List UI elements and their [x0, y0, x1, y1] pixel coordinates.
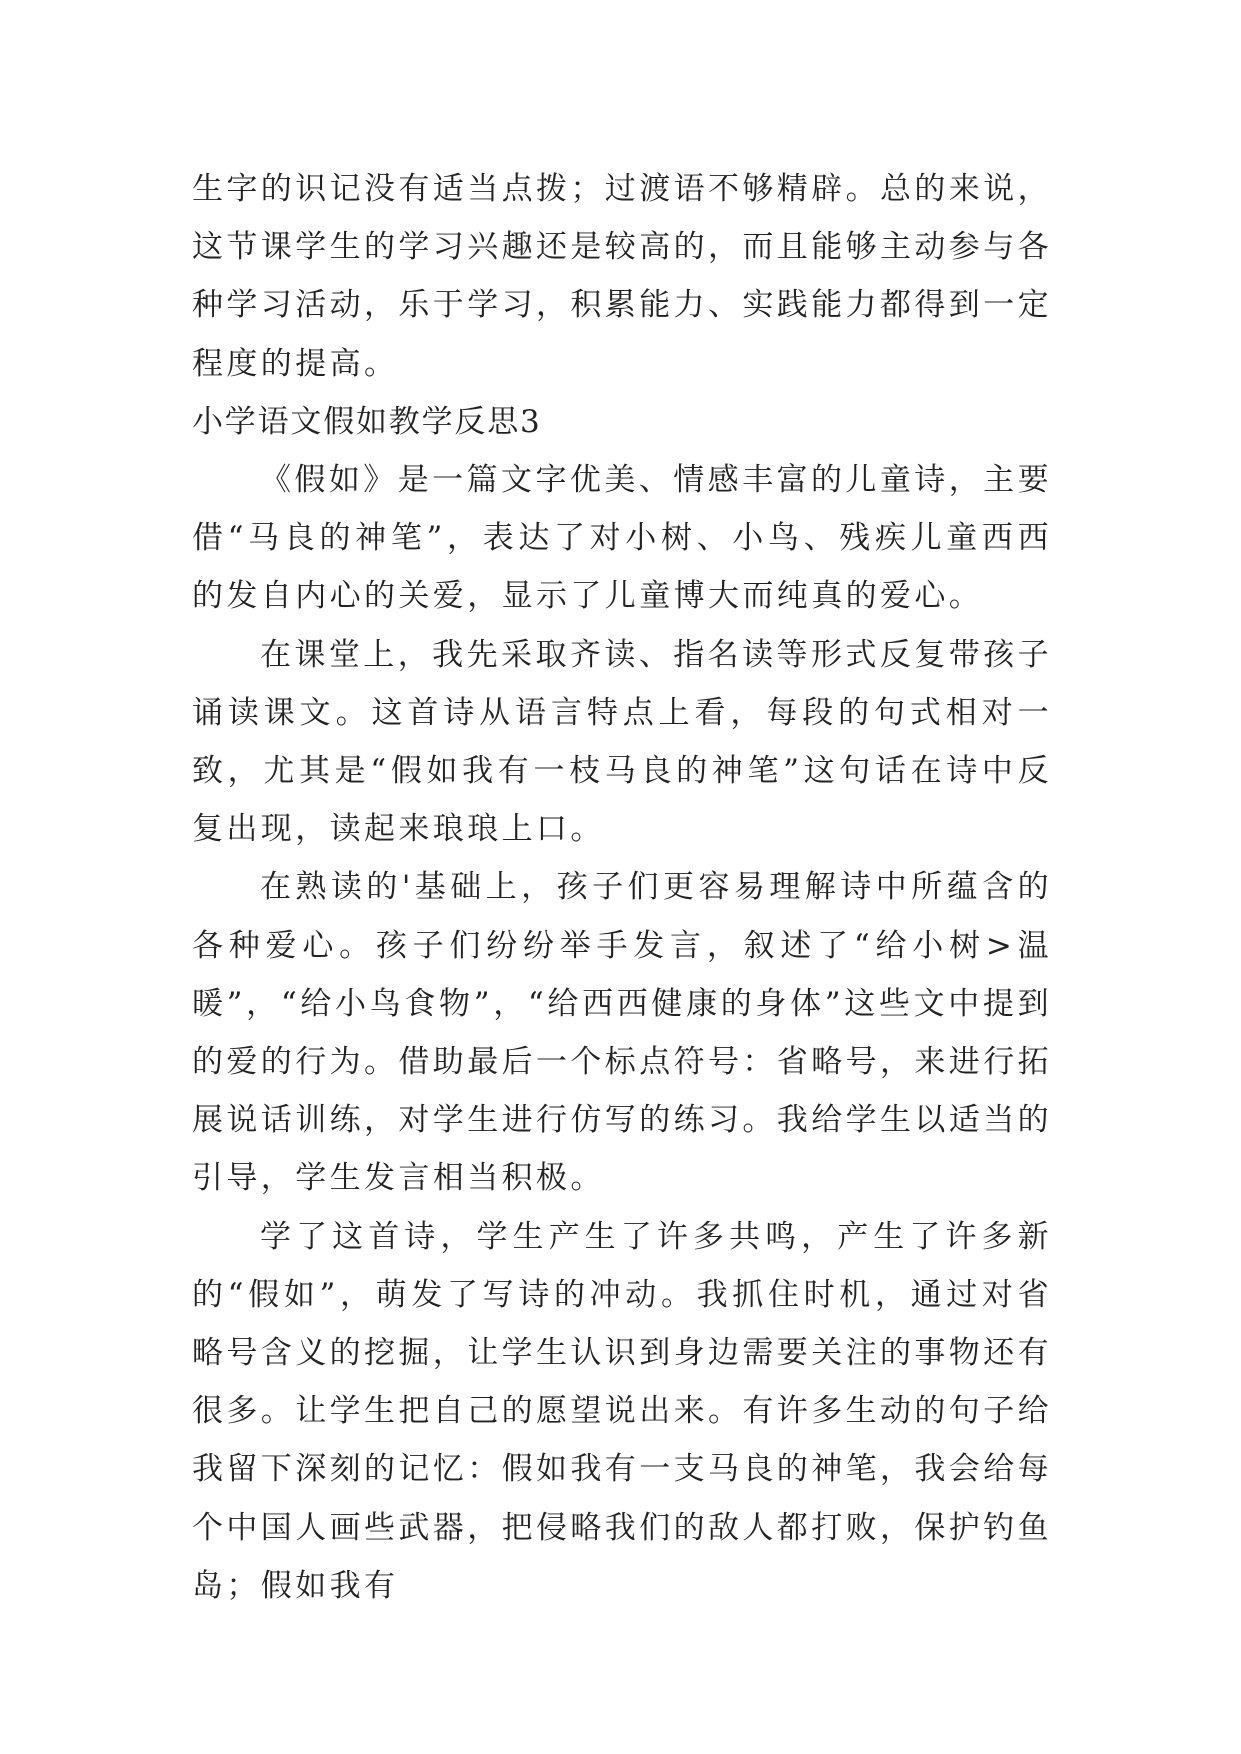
- body-paragraph: 学了这首诗，学生产生了许多共鸣，产生了许多新的“假如”，萌发了写诗的冲动。我抓住时机，通过对省略号含义的挖掘，让学生认识到身边需要关注的事物还有很多。让学生把自己的愿望说出来。有许多生动的句子给我留下深刻的记忆：假如我有一支马良的神笔，我会给每个中国人画些武器，把侵略我们的敌人都打败，保护钓鱼岛；假如我有: [192, 1218, 1052, 1604]
- body-paragraph: 在课堂上，我先采取齐读、指名读等形式反复带孩子诵读课文。这首诗从语言特点上看，每段的句式相对一致，尤其是“假如我有一枝马良的神笔”这句话在诗中反复出现，读起来琅琅上口。: [192, 636, 1052, 848]
- body-paragraph: 《假如》是一篇文字优美、情感丰富的儿童诗，主要借“马良的神笔”，表达了对小树、小鸟、残疾儿童西西的发自内心的关爱，显示了儿童博大而纯真的爱心。: [192, 462, 1052, 615]
- body-paragraph: 在熟读的'基础上，孩子们更容易理解诗中所蕴含的各种爱心。孩子们纷纷举手发言，叙述了“给小树>温暖”，“给小鸟食物”，“给西西健康的身体”这些文中提到的爱的行为。借助最后一个标点符号：省略号，来进行拓展说话训练，对学生进行仿写的练习。我给学生以适当的引导，学生发言相当积极。: [192, 869, 1052, 1197]
- document-body: [192, 160, 1052, 1615]
- continued-paragraph: 生字的识记没有适当点拨；过渡语不够精辟。总的来说，这节课学生的学习兴趣还是较高的，而且能够主动参与各种学习活动，乐于学习，积累能力、实践能力都得到一定程度的提高。: [192, 171, 1052, 382]
- section-title: 小学语文假如教学反思3: [192, 403, 542, 440]
